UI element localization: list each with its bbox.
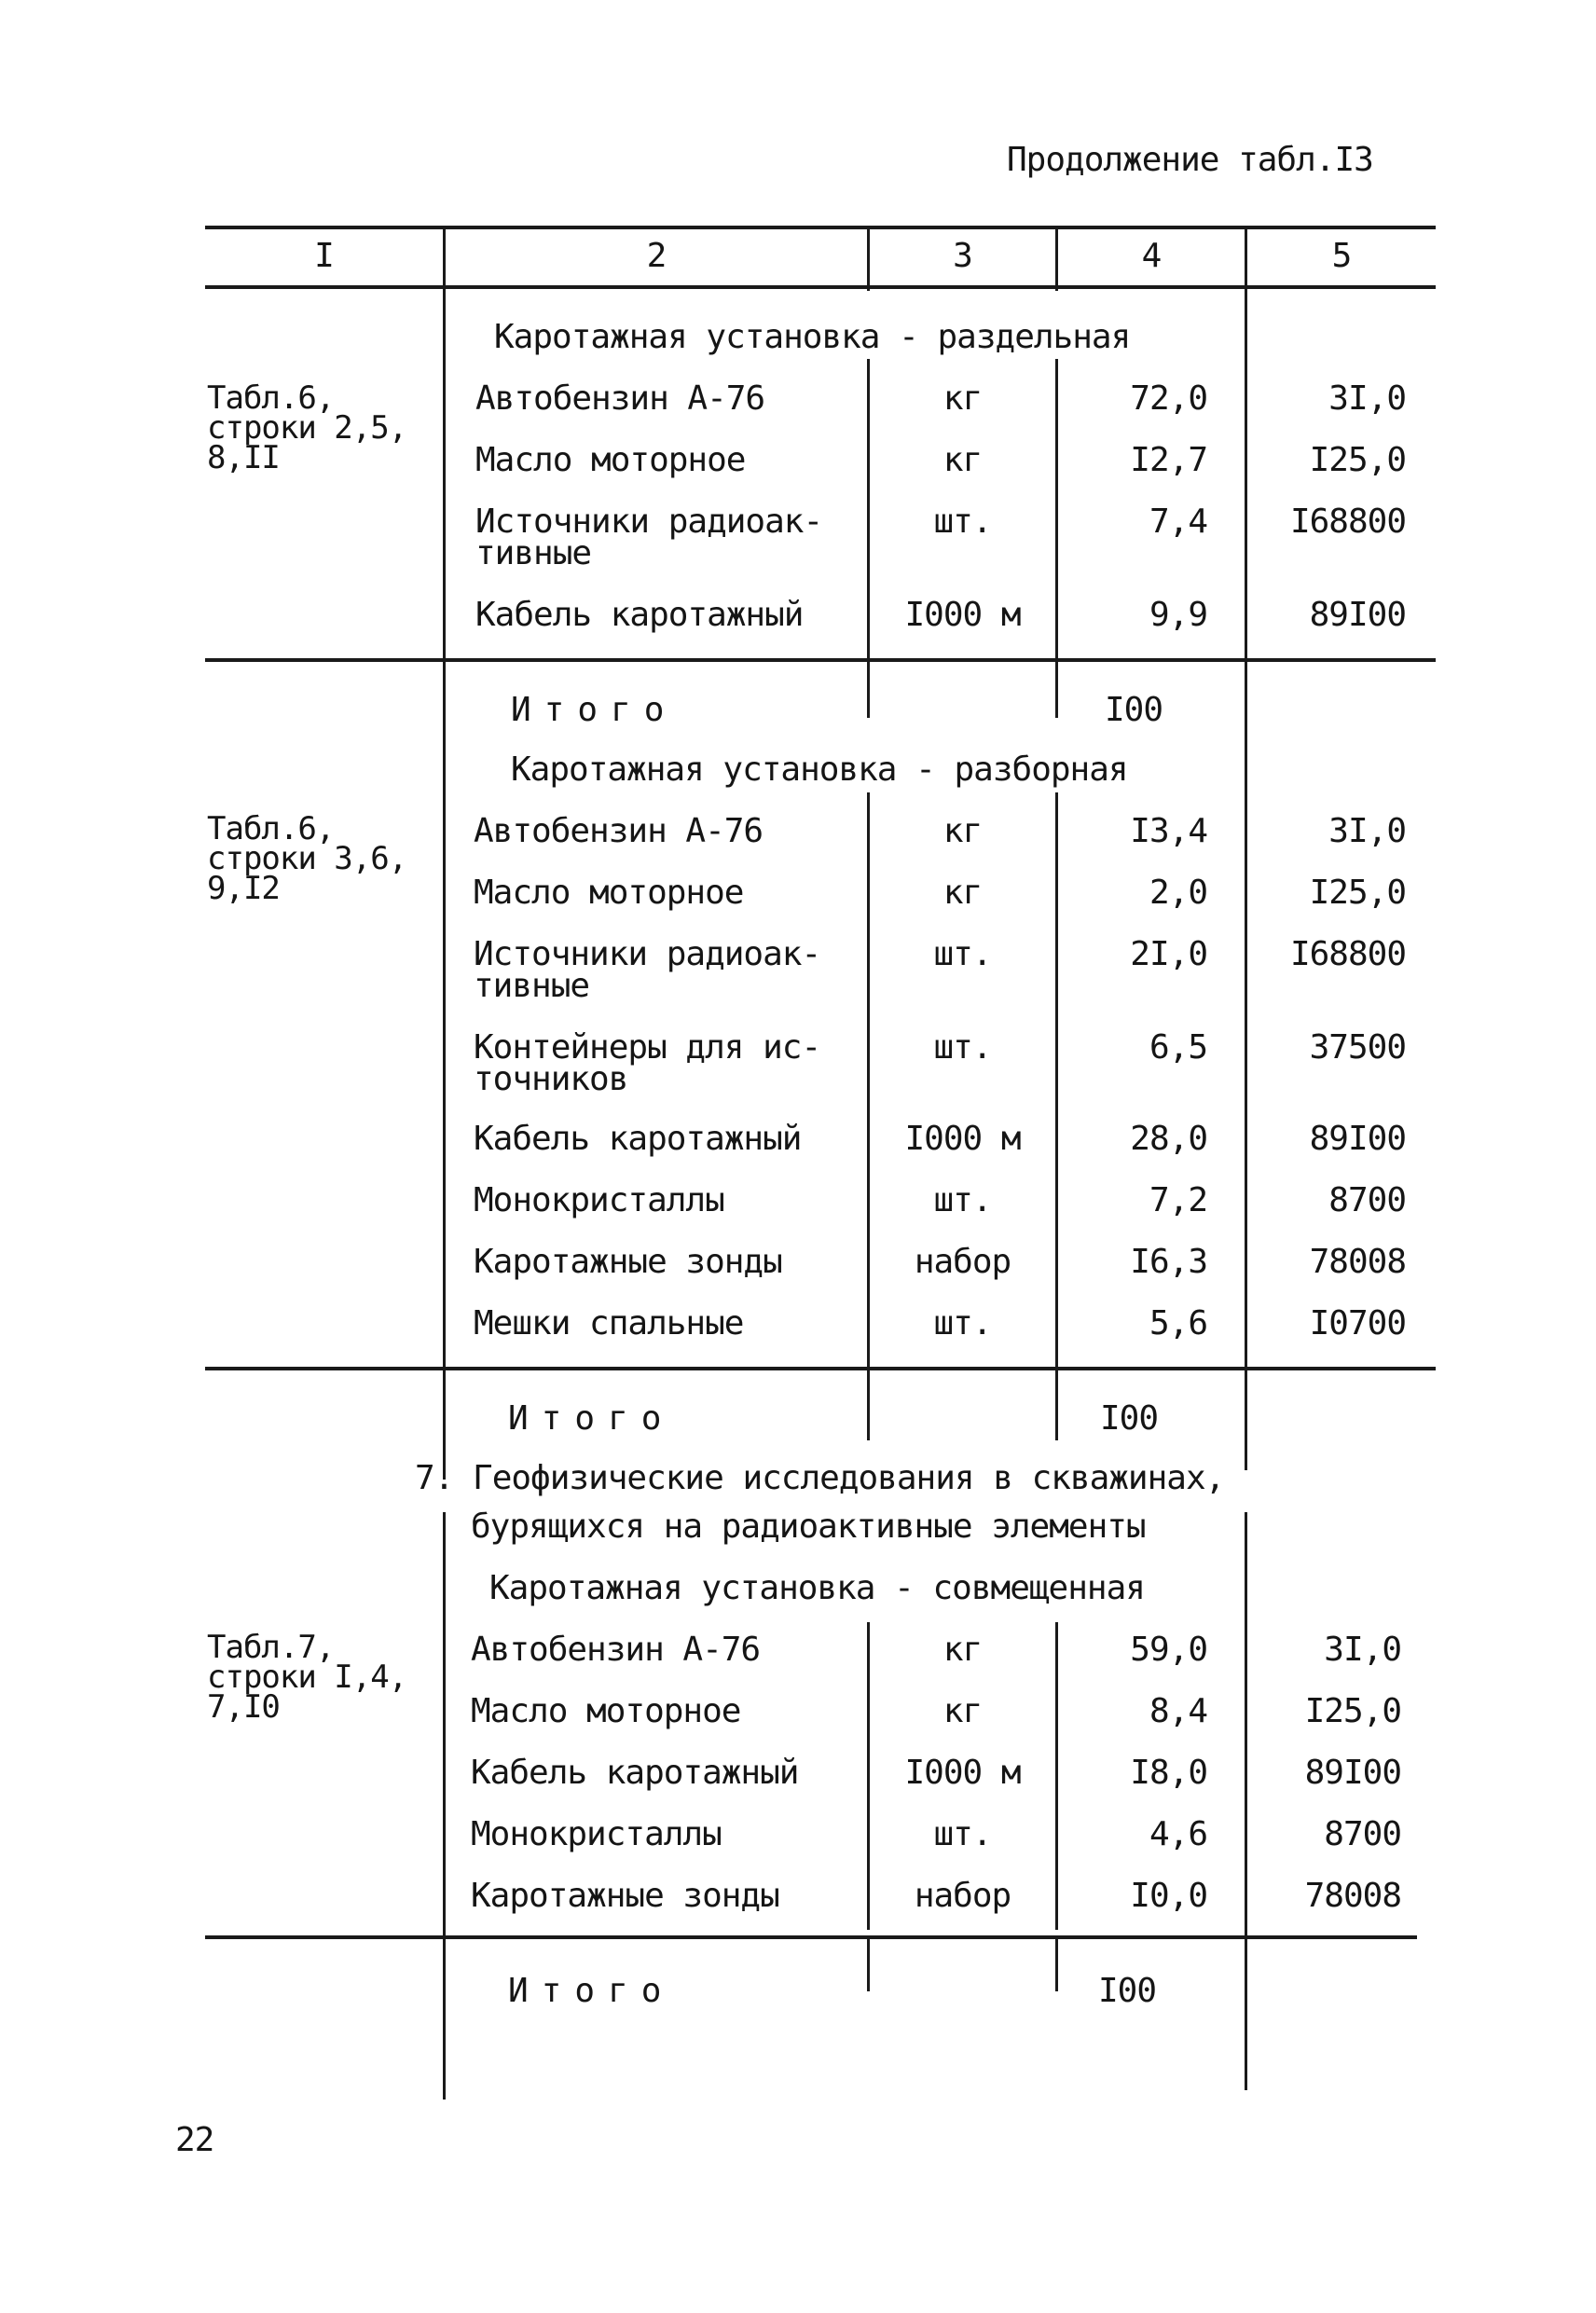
material-name: тивные: [475, 534, 592, 572]
price: 8700: [1328, 1181, 1406, 1219]
share: I3,4: [1130, 812, 1207, 850]
unit: I000 м: [904, 1120, 1021, 1158]
table-top-rule: [205, 226, 1436, 229]
unit: шт.: [933, 1304, 992, 1342]
price: 78008: [1309, 1243, 1406, 1281]
price: I68800: [1289, 503, 1406, 541]
share: 8,4: [1149, 1692, 1207, 1730]
reference-line: Табл.6,: [207, 810, 335, 847]
price: 3I,0: [1324, 1631, 1401, 1669]
unit: набор: [914, 1243, 1011, 1281]
header-bottom-rule: [205, 285, 1436, 289]
column-header: I: [314, 237, 334, 275]
material-name: Источники радиоак-: [475, 503, 823, 541]
material-name: Кабель каротажный: [471, 1754, 799, 1792]
unit: кг: [942, 874, 983, 912]
material-name: Источники радиоак-: [474, 935, 821, 973]
total-value: I00: [1098, 1972, 1157, 2010]
price: I68800: [1289, 935, 1406, 973]
price: 78008: [1304, 1877, 1401, 1915]
price: I25,0: [1309, 874, 1406, 912]
reference-line: 9,I2: [207, 870, 280, 907]
column-header: 2: [646, 237, 667, 275]
unit: шт.: [933, 1815, 992, 1853]
unit: набор: [914, 1877, 1011, 1915]
material-name: точников: [474, 1060, 628, 1098]
total-label: Итого: [511, 691, 678, 729]
share: 72,0: [1130, 379, 1207, 418]
material-name: Автобензин А-76: [471, 1631, 761, 1669]
material-name: Кабель каротажный: [475, 596, 804, 634]
reference-line: Табл.7,: [207, 1629, 335, 1666]
material-name: Масло моторное: [475, 441, 746, 479]
col-1-divider: [443, 1512, 446, 2100]
column-header: 3: [953, 237, 972, 275]
material-name: Контейнеры для ис-: [474, 1028, 821, 1067]
col-3-divider: [1055, 1935, 1058, 1991]
unit: шт.: [933, 503, 992, 541]
section-title: бурящихся на радиоактивные элементы: [471, 1508, 1146, 1546]
material-name: Каротажные зонды: [474, 1243, 782, 1281]
price: 3I,0: [1328, 379, 1406, 418]
total-value: I00: [1105, 691, 1163, 729]
page-number: 22: [175, 2121, 214, 2159]
reference-line: 7,I0: [207, 1688, 280, 1726]
share: 5,6: [1149, 1304, 1207, 1342]
material-name: Монокристаллы: [474, 1181, 724, 1219]
total-label: Итого: [508, 1972, 675, 2010]
section-heading: Каротажная установка - раздельная: [494, 318, 1131, 356]
unit: I000 м: [904, 596, 1021, 634]
section-heading: Каротажная установка - разборная: [511, 750, 1128, 789]
unit: кг: [942, 441, 983, 479]
share: 2,0: [1149, 874, 1207, 912]
col-4-divider: [1245, 1512, 1247, 2090]
price: I25,0: [1309, 441, 1406, 479]
price: 37500: [1309, 1028, 1406, 1067]
material-name: Монокристаллы: [471, 1815, 722, 1853]
material-name: тивные: [474, 967, 590, 1005]
material-name: Каротажные зонды: [471, 1877, 779, 1915]
price: 89I00: [1309, 596, 1406, 634]
unit: кг: [942, 812, 983, 850]
share: 7,4: [1149, 503, 1207, 541]
price: I0700: [1309, 1304, 1406, 1342]
price: 89I00: [1309, 1120, 1406, 1158]
material-name: Автобензин А-76: [475, 379, 765, 418]
share: 2I,0: [1130, 935, 1207, 973]
unit: шт.: [933, 1181, 992, 1219]
reference-line: Табл.6,: [207, 379, 335, 417]
col-1-divider: [443, 226, 446, 1480]
reference-line: строки 2,5,: [207, 409, 407, 447]
material-name: Кабель каротажный: [474, 1120, 802, 1158]
section-3-bottom-rule: [205, 1935, 1417, 1939]
material-name: Мешки спальные: [474, 1304, 744, 1342]
share: 59,0: [1130, 1631, 1207, 1669]
unit: кг: [942, 379, 983, 418]
section-title: 7. Геофизические исследования в скважинах,: [415, 1459, 1225, 1497]
reference-line: 8,II: [207, 439, 280, 476]
price: I25,0: [1304, 1692, 1401, 1730]
unit: I000 м: [904, 1754, 1021, 1792]
share: I2,7: [1130, 441, 1207, 479]
share: I0,0: [1130, 1877, 1207, 1915]
total-value: I00: [1100, 1399, 1159, 1438]
share: I6,3: [1130, 1243, 1207, 1281]
unit: шт.: [933, 935, 992, 973]
price: 8700: [1324, 1815, 1401, 1853]
section-1-bottom-rule: [205, 658, 1436, 662]
share: 9,9: [1149, 596, 1207, 634]
unit: кг: [942, 1692, 983, 1730]
reference-line: строки I,4,: [207, 1659, 407, 1696]
column-header: 4: [1141, 237, 1162, 275]
share: 28,0: [1130, 1120, 1207, 1158]
share: 7,2: [1149, 1181, 1207, 1219]
section-2-bottom-rule: [205, 1367, 1436, 1370]
price: 89I00: [1304, 1754, 1401, 1792]
material-name: Масло моторное: [471, 1692, 741, 1730]
unit: шт.: [933, 1028, 992, 1067]
reference-line: строки 3,6,: [207, 840, 407, 877]
column-header: 5: [1331, 237, 1352, 275]
section-heading: Каротажная установка - совмещенная: [489, 1569, 1145, 1607]
material-name: Автобензин А-76: [474, 812, 764, 850]
col-2-divider: [867, 1935, 870, 1991]
material-name: Масло моторное: [474, 874, 744, 912]
share: I8,0: [1130, 1754, 1207, 1792]
share: 4,6: [1149, 1815, 1207, 1853]
table-continuation-title: Продолжение табл.I3: [1007, 141, 1373, 179]
unit: кг: [942, 1631, 983, 1669]
total-label: Итого: [508, 1399, 675, 1438]
share: 6,5: [1149, 1028, 1207, 1067]
price: 3I,0: [1328, 812, 1406, 850]
